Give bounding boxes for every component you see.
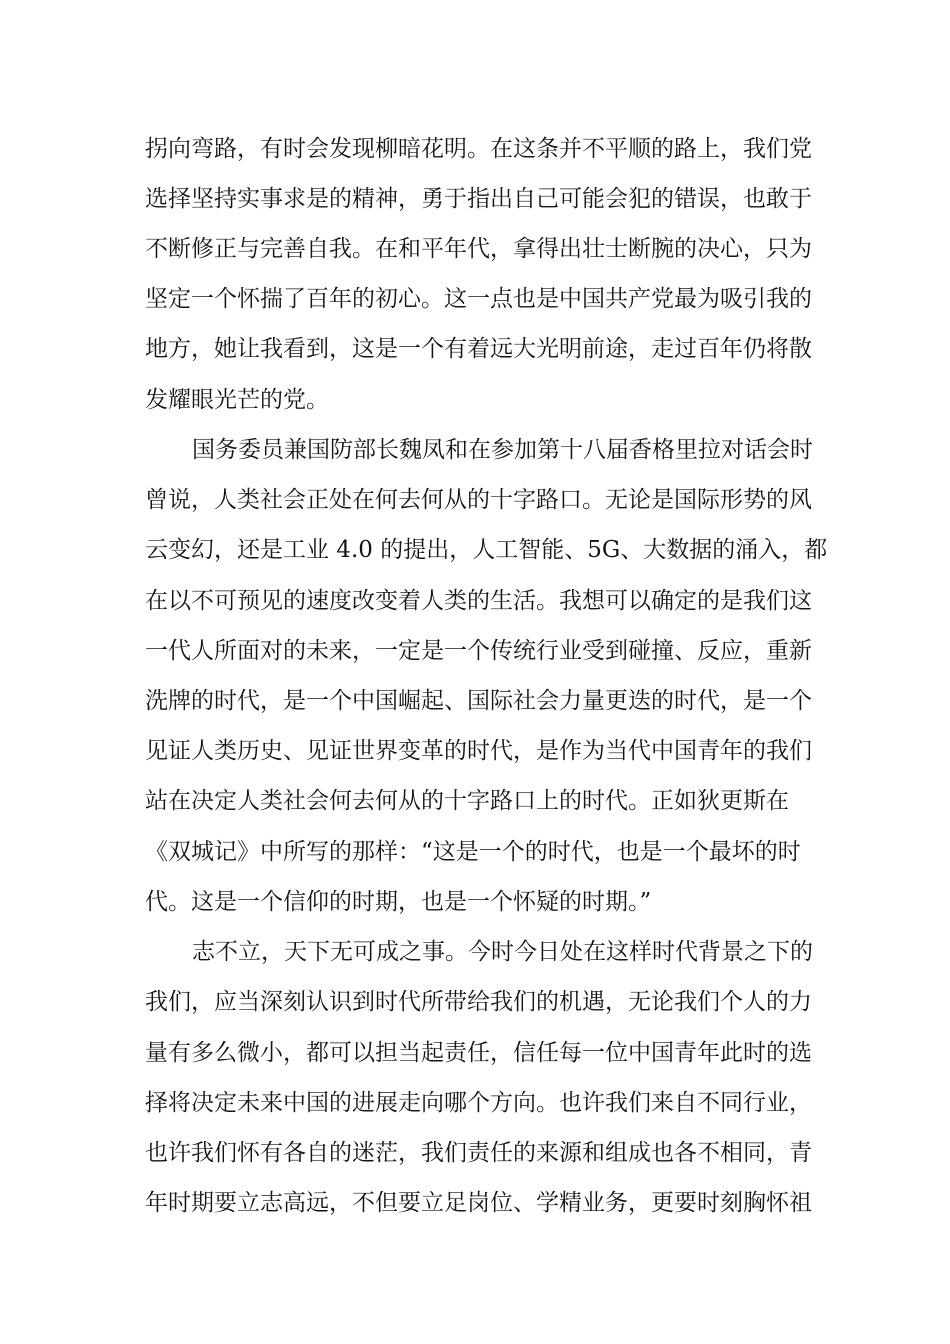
text-line: 洗牌的时代，是一个中国崛起、国际社会力量更迭的时代，是一个 (145, 688, 812, 714)
text-line: 拐向弯路，有时会发现柳暗花明。在这条并不平顺的路上，我们党 (145, 136, 812, 162)
text-line: 见证人类历史、见证世界变革的时代，是作为当代中国青年的我们 (145, 738, 812, 764)
text-line: 曾说，人类社会正处在何去何从的十字路口。无论是国际形势的风 (145, 487, 812, 513)
text-line: 站在决定人类社会何去何从的十字路口上的时代。正如狄更斯在 (145, 788, 789, 814)
text-line: 代。这是一个信仰的时期，也是一个怀疑的时期。” (145, 889, 652, 915)
text-line: 选择坚持实事求是的精神，勇于指出自己可能会犯的错误，也敢于 (145, 186, 812, 212)
text-line: 坚定一个怀揣了百年的初心。这一点也是中国共产党最为吸引我的 (145, 286, 812, 312)
text-line: 发耀眼光芒的党。 (145, 387, 329, 413)
text-line: 志不立，天下无可成之事。今时今日处在这样时代背景之下的 (192, 939, 813, 965)
text-line: 一代人所面对的未来，一定是一个传统行业受到碰撞、反应，重新 (145, 638, 812, 664)
text-line: 年时期要立志高远，不但要立足岗位、学精业务，更要时刻胸怀祖 (145, 1190, 812, 1216)
text-line: 量有多么微小，都可以担当起责任，信任每一位中国青年此时的选 (145, 1040, 812, 1066)
text-line: 云变幻，还是工业 4.0 的提出，人工智能、5G、大数据的涌入，都 (145, 537, 828, 563)
text-line: 择将决定未来中国的进展走向哪个方向。也许我们来自不同行业， (145, 1090, 812, 1116)
text-line: 在以不可预见的速度改变着人类的生活。我想可以确定的是我们这 (145, 588, 812, 614)
text-line: 《双城记》中所写的那样：“这是一个的时代，也是一个最坏的时 (145, 839, 801, 865)
text-line: 地方，她让我看到，这是一个有着远大光明前途，走过百年仍将散 (145, 336, 812, 362)
text-line: 我们，应当深刻认识到时代所带给我们的机遇，无论我们个人的力 (145, 989, 812, 1015)
text-line: 也许我们怀有各自的迷茫，我们责任的来源和组成也各不相同，青 (145, 1140, 812, 1166)
text-line: 国务委员兼国防部长魏凤和在参加第十八届香格里拉对话会时 (192, 437, 813, 463)
text-line: 不断修正与完善自我。在和平年代，拿得出壮士断腕的决心，只为 (145, 236, 812, 262)
